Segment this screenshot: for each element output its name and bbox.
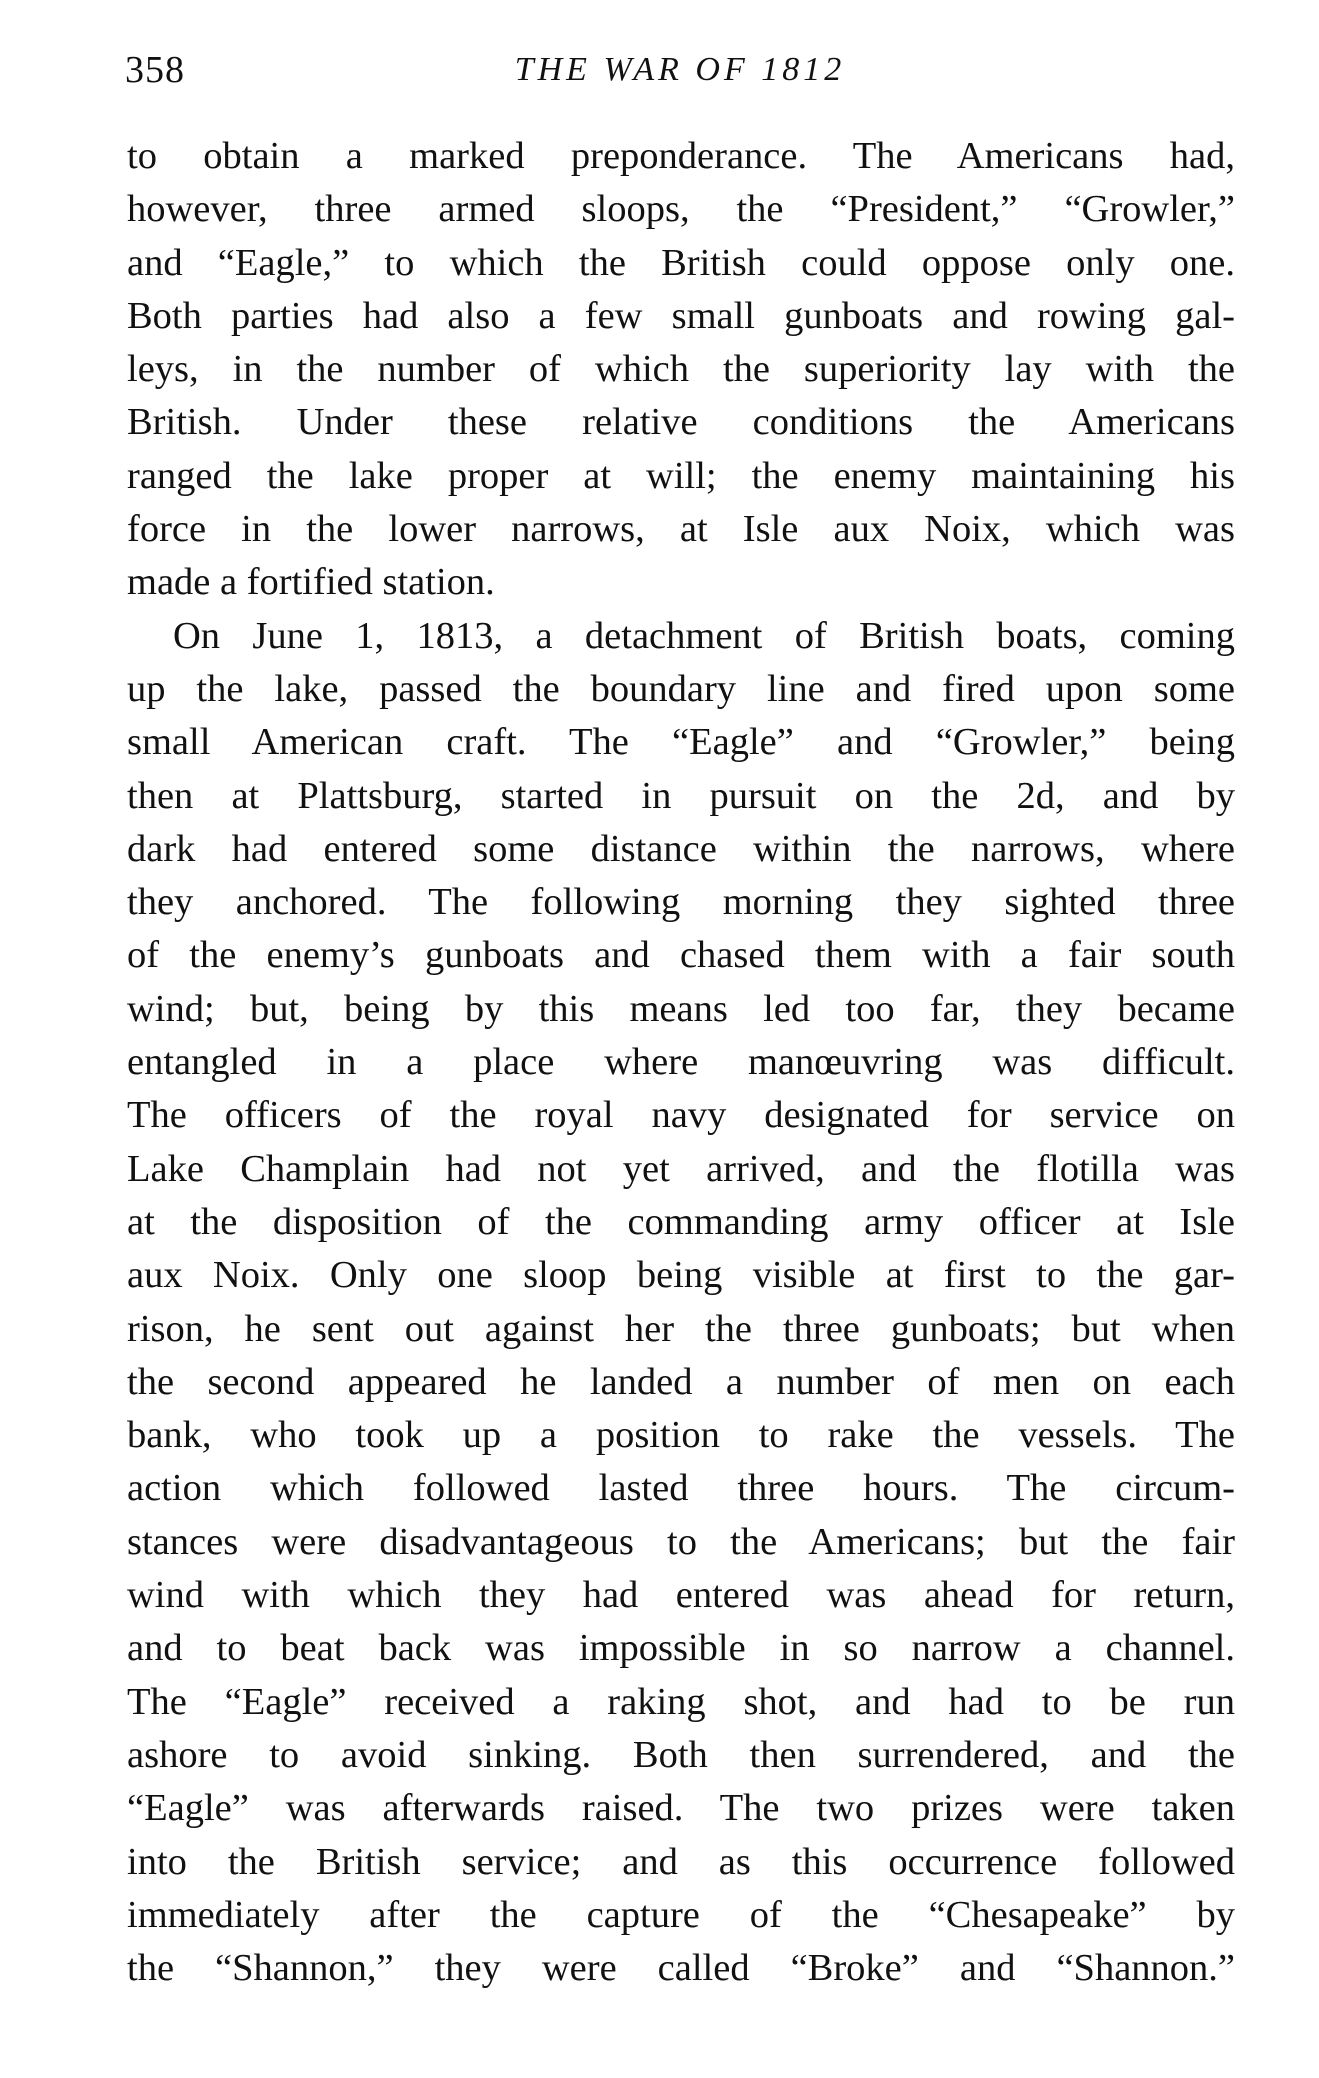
text-line: made a fortified station. [127,561,495,604]
text-line: rison, he sent out against her the three gunboats; but when [127,1307,1235,1350]
text-line: and to beat back was impossible in so narrow a channel. [127,1627,1235,1670]
text-line: On June 1, 1813, a detachment of British boats, coming [173,614,1235,657]
text-line: small American craft. The “Eagle” and “Growler,” being [127,721,1235,764]
text-line: wind with which they had entered was ahead for return, [127,1574,1235,1617]
text-line: immediately after the capture of the “Chesapeake” by [127,1893,1235,1936]
text-line: into the British service; and as this occurrence followed [127,1840,1235,1883]
text-line: entangled in a place where manœuvring was difficult. [127,1041,1235,1084]
text-line: and “Eagle,” to which the British could oppose only one. [127,241,1235,284]
body-text [127,130,1235,1995]
text-line: they anchored. The following morning they sighted three [127,881,1235,924]
text-line: dark had entered some distance within the narrows, where [127,827,1235,870]
text-line: British. Under these relative conditions the Americans [127,401,1235,444]
text-line: of the enemy’s gunboats and chased them with a fair south [127,934,1235,977]
text-line: The “Eagle” received a raking shot, and had to be run [127,1680,1235,1723]
text-line: however, three armed sloops, the “President,” “Growler,” [127,188,1235,231]
text-line: Both parties had also a few small gunboats and rowing gal- [127,294,1235,337]
paragraph [127,130,1235,610]
text-line: wind; but, being by this means led too far, they became [127,987,1235,1030]
text-line: up the lake, passed the boundary line and fired upon some [127,667,1235,710]
text-line: at the disposition of the commanding army officer at Isle [127,1200,1235,1243]
text-line: Lake Champlain had not yet arrived, and the flotilla was [127,1147,1235,1190]
text-line: the “Shannon,” they were called “Broke” and “Shannon.” [127,1947,1235,1990]
text-line: “Eagle” was afterwards raised. The two prizes were taken [127,1787,1235,1830]
text-line: bank, who took up a position to rake the vessels. The [127,1414,1235,1457]
text-line: ashore to avoid sinking. Both then surrendered, and the [127,1733,1235,1776]
text-line: then at Plattsburg, started in pursuit on the 2d, and by [127,774,1235,817]
text-line: stances were disadvantageous to the Americans; but the fair [127,1520,1235,1563]
running-title: THE WAR OF 1812 [514,51,846,88]
text-line: leys, in the number of which the superiority lay with the [127,348,1235,391]
text-line: force in the lower narrows, at Isle aux Noix, which was [127,508,1235,551]
text-line: to obtain a marked preponderance. The Americans had, [127,135,1235,177]
page-number: 358 [125,49,185,91]
paragraph [127,610,1235,1996]
text-line: The officers of the royal navy designated for service on [127,1094,1235,1137]
page-header [125,40,1235,100]
text-line: ranged the lake proper at will; the enemy maintaining his [127,454,1235,497]
text-line: aux Noix. Only one sloop being visible at first to the gar- [127,1254,1235,1297]
text-line: the second appeared he landed a number of men on each [127,1360,1235,1403]
text-line: action which followed lasted three hours. The circum- [127,1467,1235,1510]
